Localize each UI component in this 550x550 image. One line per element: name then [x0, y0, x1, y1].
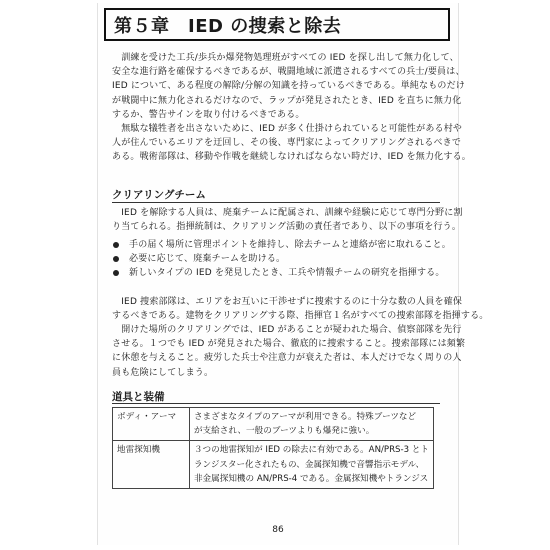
text-line: ある。戦術部隊は、移動や作戦を継続しなければならない時だけ、IED を無力化する。 [112, 152, 471, 163]
intro-paragraph-2 [112, 122, 471, 165]
chapter-title: 第５章 IED の捜索と除去 [114, 15, 342, 37]
text-line: が支給され、一般のブーツよりも爆発に強い。 [193, 426, 375, 437]
bullet-text: 新しいタイプの IED を発見したとき、工兵や情報チームの研究を指揮する。 [129, 268, 445, 279]
bullet-text: 手の届く場所に管理ポイントを維持し、除去チームと連絡が密に取れること。 [129, 240, 452, 250]
search-paragraph-1 [112, 295, 489, 323]
section-underline [112, 202, 440, 203]
text-line: 員も危険にしてしまう。 [112, 367, 214, 378]
text-line: させる。１つでも IED が発見された場合、徹底的に捜索すること。捜索部隊には頻繁 [112, 339, 466, 350]
text-line: IED 捜索部隊は、エリアをお互いに干渉せずに捜索するのに十分な数の人員を確保 [112, 297, 463, 307]
text-line: するか、警告サインを取り付けるべきである。 [112, 109, 305, 120]
text-line: IED を解除する人員は、廃棄チームに配属され、訓練や経験に応じて専門分野に割 [112, 208, 463, 218]
bullet-item [112, 252, 442, 266]
document-page [97, 3, 489, 545]
text-line: 訓練を受けた工兵/歩兵か爆発物処理班がすべての IED を探し出して無力化して、 [112, 53, 459, 63]
equipment-table [112, 407, 434, 489]
table-row [113, 441, 434, 489]
clearing-bullet-list [112, 238, 452, 281]
text-line: 無駄な犠牲者を出さないために、IED が多く仕掛けられていると可能性がある村や [112, 124, 463, 134]
text-line: 開けた場所のクリアリングでは、IED があることが疑われた場合、偵察部隊を先行 [112, 325, 462, 335]
section-underline [112, 403, 440, 404]
text-line: するべきである。建物をクリアリングする際、指揮官１名がすべての捜索部隊を指揮する。 [112, 311, 489, 322]
bullet-text: 必要に応じて、廃棄チームを助ける。 [129, 254, 286, 265]
text-line: IED について、ある程度の解除/分解の知識を持っているべきである。単純なものだけ [112, 81, 466, 92]
table-cell-label: 地雷探知機 [113, 441, 190, 489]
bullet-icon [113, 270, 119, 276]
text-line: 非金属探知機の AN/PRS-4 である。金属探知機やトランジス [193, 473, 429, 484]
text-line: 安全な進行路を確保するべきであるが、戦闘地域に派遣されるすべての兵士/要員は、 [112, 67, 465, 78]
text-line: り当てられる。指揮統制は、クリアリング活動の責任者であり、以下の事項を行う。 [112, 222, 462, 233]
table-cell-label: ボディ・アーマ [113, 408, 190, 441]
table-cell-description [189, 441, 433, 489]
text-line: 人が住んでいるエリアを迂回し、その後、専門家によってクリアリングされるべきで [112, 138, 462, 149]
section-title-equipment: 道具と装備 [112, 391, 165, 403]
table-cell-description [189, 408, 433, 441]
bullet-icon [113, 256, 119, 262]
text-line: さまざまなタイプのアーマが利用できる。特殊ブーツなど [193, 412, 417, 422]
section-title-clearing-team: クリアリングチーム [112, 189, 206, 201]
chapter-header [104, 8, 450, 41]
page-number: 86 [272, 525, 284, 535]
text-line: ランジスター化されたもの、金属探知機で音響指示モデル、 [193, 459, 425, 470]
clearing-intro-paragraph [112, 206, 463, 234]
table-row [113, 408, 434, 441]
text-line: に休憩を与えること。疲労した兵士や注意力が衰えた者は、本人だけでなく周りの人 [112, 353, 462, 364]
search-paragraph-2 [112, 323, 466, 380]
bullet-item [112, 266, 445, 280]
text-line: が戦闘中に無力化されるだけなので、ラップが発見されたとき、IED を直ちに無力化 [112, 95, 462, 106]
bullet-icon [113, 242, 119, 248]
text-line: ３つの地雷探知が IED の除去に有効である。AN/PRS-3 とト [193, 445, 429, 456]
intro-paragraph-1 [112, 51, 466, 122]
bullet-item [112, 238, 452, 252]
